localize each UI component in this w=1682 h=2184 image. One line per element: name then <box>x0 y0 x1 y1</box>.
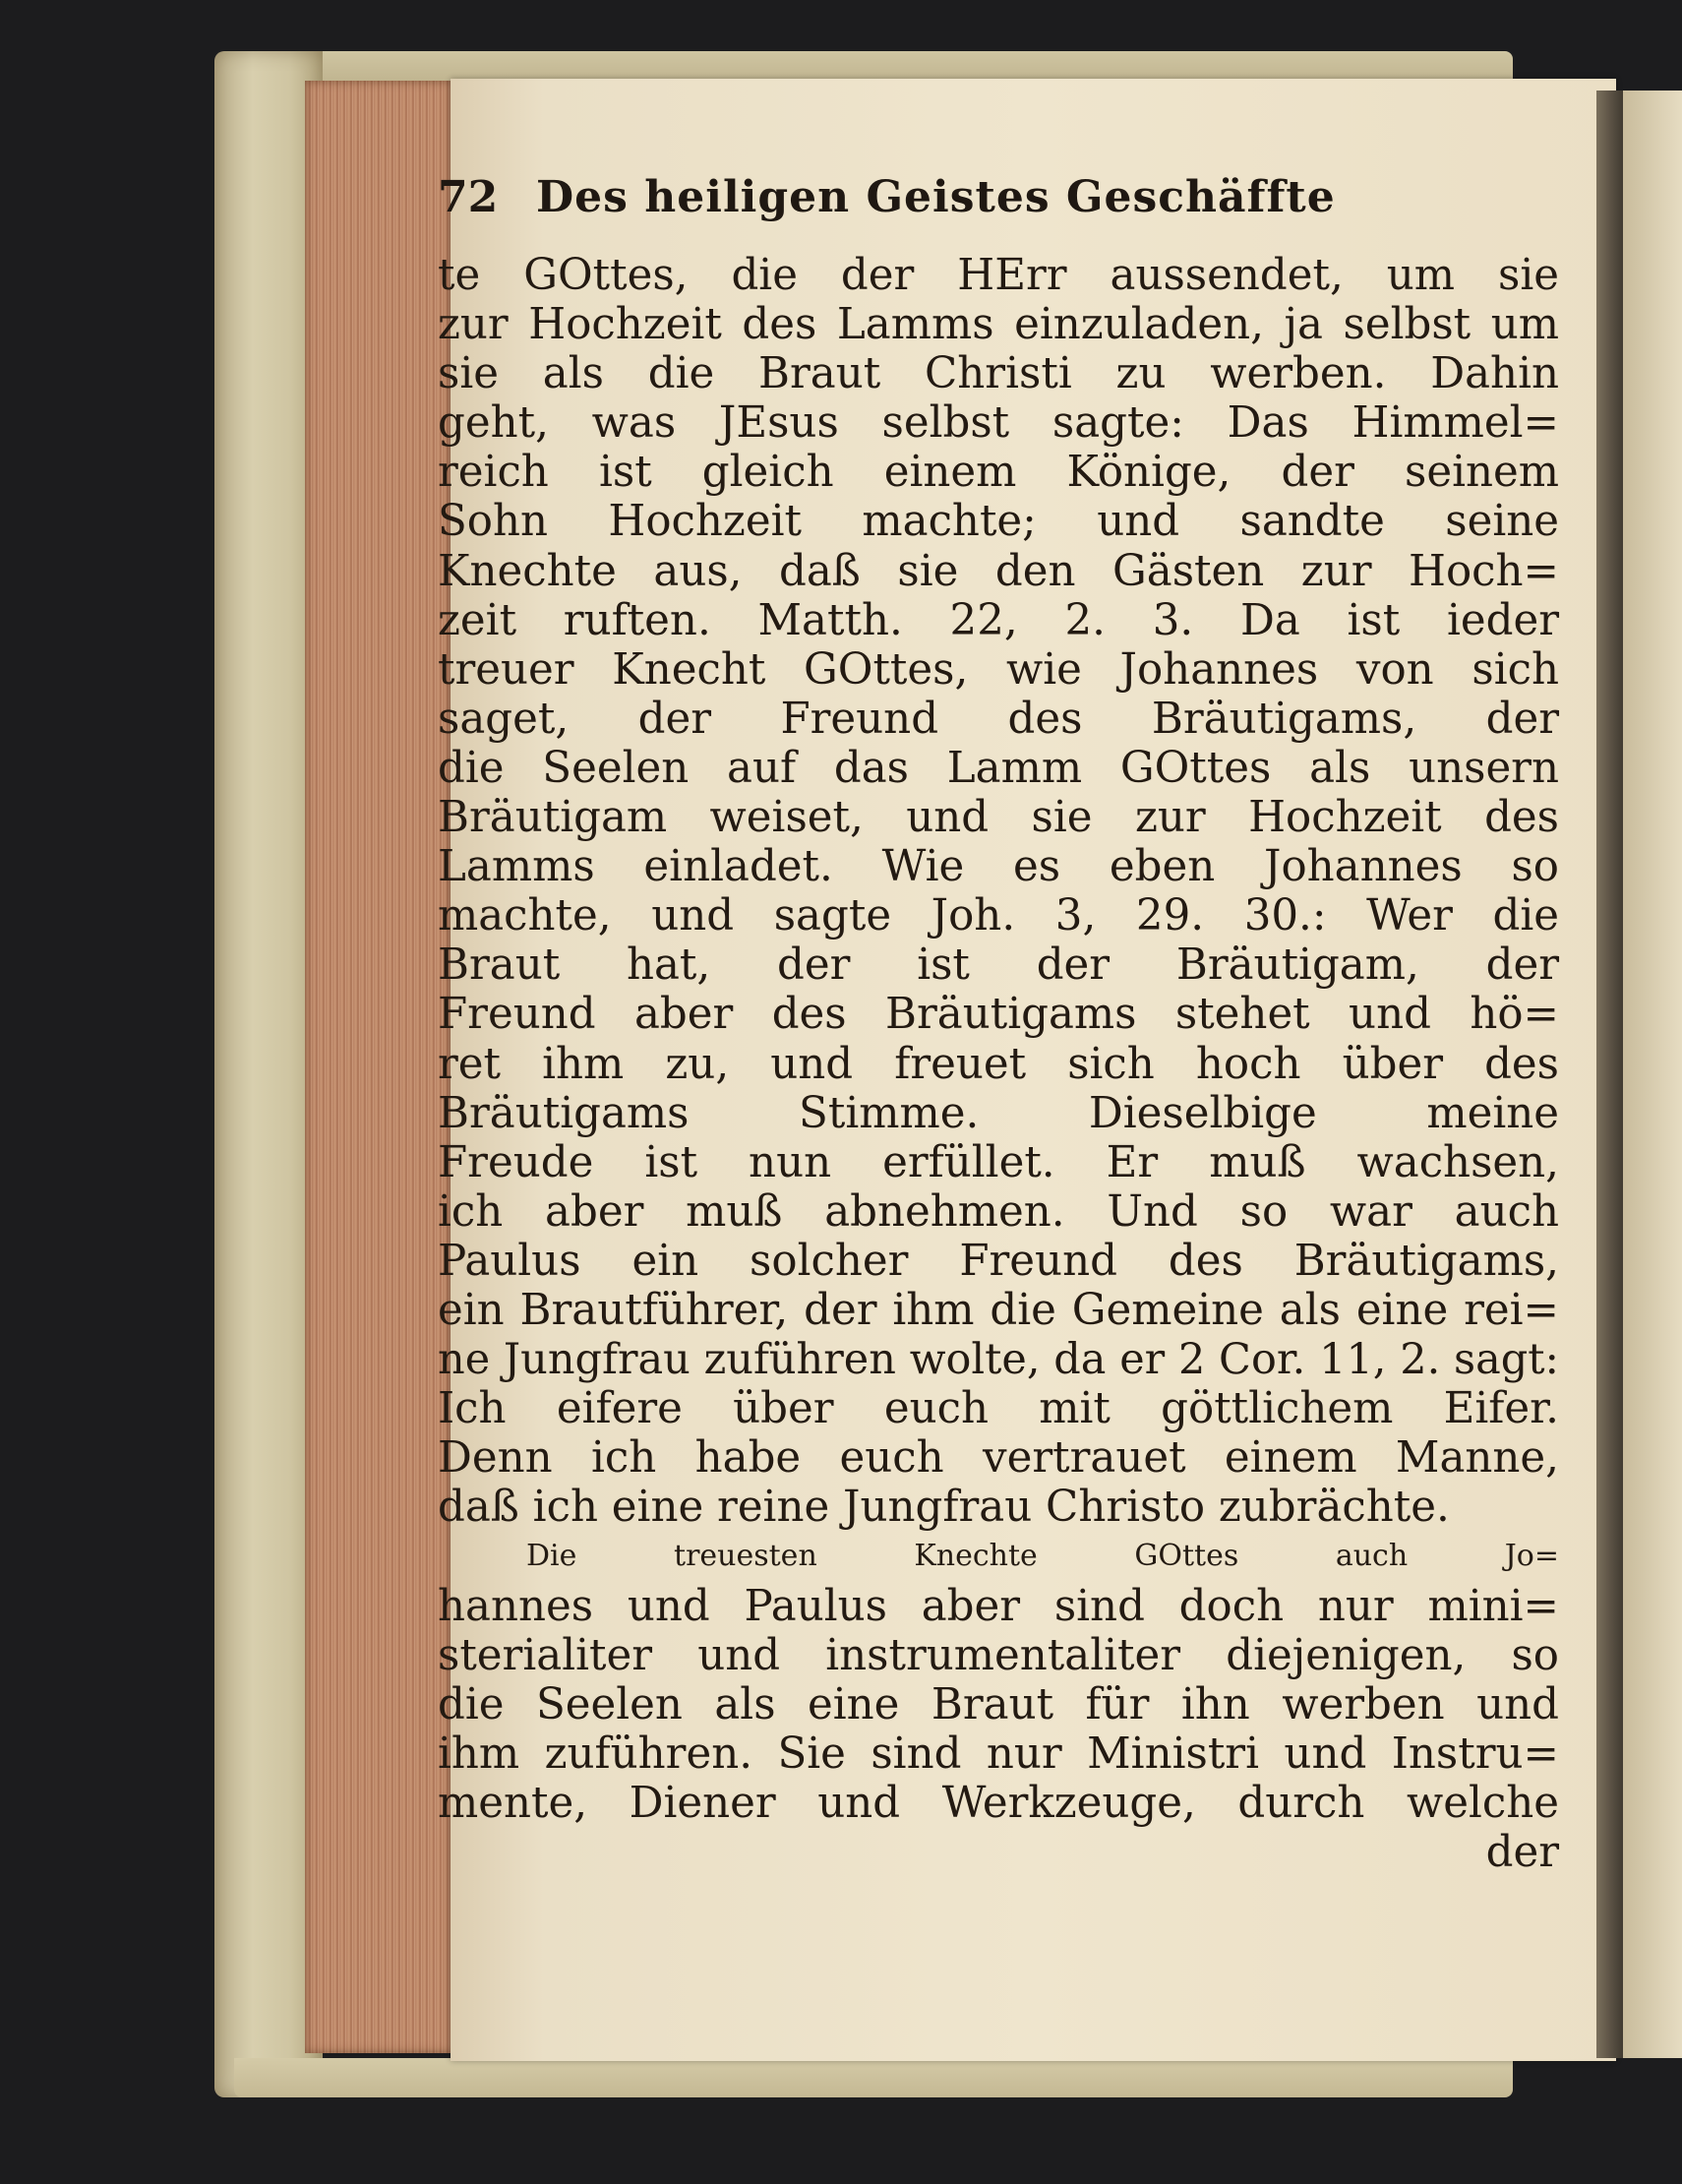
facing-page-edge <box>1623 91 1682 2058</box>
text-line: mente, Diener und Werkzeuge, durch welche <box>438 1778 1559 1828</box>
text-line: treuer Knecht GOttes, wie Johannes von sich <box>438 644 1559 695</box>
text-line: Die treuesten Knechte GOttes auch Jo= <box>526 1539 1559 1574</box>
text-line: Knechte aus, daß sie den Gästen zur Hoch= <box>438 546 1559 596</box>
text-line: zeit ruften. Matth. 22, 2. 3. Da ist ieder <box>438 595 1559 645</box>
cover-bottom-edge <box>234 2058 1513 2097</box>
text-line: zur Hochzeit des Lamms einzuladen, ja selbst um <box>438 300 1559 350</box>
text-line: hannes und Paulus aber sind doch nur mini= <box>438 1581 1559 1631</box>
text-line: reich ist gleich einem Könige, der seinem <box>438 448 1559 498</box>
text-line: geht, was JEsus selbst sagte: Das Himmel= <box>438 398 1559 449</box>
text-line: Ich eifere über euch mit göttlichem Eifer. <box>438 1384 1559 1434</box>
text-line: Lamms einladet. Wie es eben Johannes so <box>438 842 1559 892</box>
text-line: sie als die Braut Christi zu werben. Dahin <box>438 349 1559 399</box>
running-head: Des heiligen Geistes Geschäffte <box>536 172 1336 222</box>
text-line: Sohn Hochzeit machte; und sandte seine <box>438 497 1559 547</box>
text-line: die Seelen als eine Braut für ihn werben und <box>438 1679 1559 1729</box>
text-line: Denn ich habe euch vertrauet einem Manne, <box>438 1433 1559 1484</box>
text-line: Braut hat, der ist der Bräutigam, der <box>438 940 1559 991</box>
page-number: 72 <box>438 172 499 222</box>
text-line: die Seelen auf das Lamm GOttes als unsern <box>438 743 1559 793</box>
text-line: daß ich eine reine Jungfrau Christo zubrächte. <box>438 1483 1450 1533</box>
book-gutter <box>1596 91 1626 2058</box>
text-line: Freund aber des Bräutigams stehet und hö= <box>438 990 1559 1040</box>
text-line: ich aber muß abnehmen. Und so war auch <box>438 1186 1559 1237</box>
page-edges <box>305 81 452 2053</box>
text-line: Bräutigam weiset, und sie zur Hochzeit des <box>438 793 1559 843</box>
text-line: Bräutigams Stimme. Dieselbige meine <box>438 1088 1559 1138</box>
catchword: der <box>1485 1828 1559 1877</box>
text-line: Freude ist nun erfüllet. Er muß wachsen, <box>438 1137 1559 1187</box>
body-text <box>438 251 1569 1877</box>
text-line: te GOttes, die der HErr aussendet, um sie <box>438 251 1559 300</box>
text-line: ein Brautführer, der ihm die Gemeine als eine rei= <box>438 1285 1559 1335</box>
text-line: machte, und sagte Joh. 3, 29. 30.: Wer die <box>438 891 1559 941</box>
text-line: saget, der Freund des Bräutigams, der <box>438 694 1559 744</box>
page-header <box>438 172 1421 241</box>
text-line: ret ihm zu, und freuet sich hoch über des <box>438 1039 1559 1089</box>
text-line: ihm zuführen. Sie sind nur Ministri und Instru= <box>438 1729 1559 1779</box>
text-line: Paulus ein solcher Freund des Bräutigams, <box>438 1236 1559 1286</box>
text-line: sterialiter und instrumentaliter diejenigen, so <box>438 1630 1559 1680</box>
text-line: ne Jungfrau zuführen wolte, da er 2 Cor. 11, 2. sagt: <box>438 1335 1559 1385</box>
